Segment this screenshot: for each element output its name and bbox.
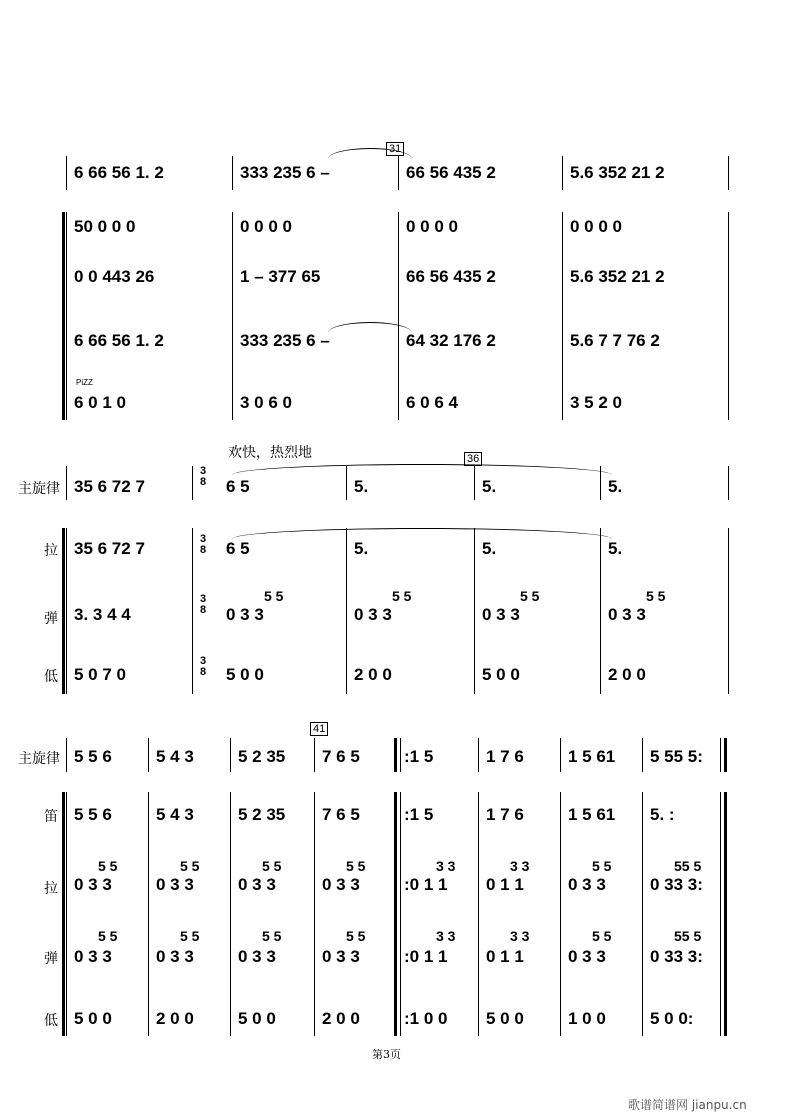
note-cell: :1 0 0 — [404, 1009, 448, 1028]
note-cell: 3 5 2 0 — [570, 393, 622, 412]
chord-upper: 5 5 — [180, 928, 200, 944]
row-label-bass: 低 — [44, 669, 58, 685]
chord-upper: 3 3 — [510, 928, 530, 944]
barline — [66, 738, 67, 772]
note-cell: 0 0 0 0 — [240, 217, 292, 236]
time-signature-bottom: 8 — [200, 544, 207, 556]
time-signature — [200, 656, 206, 678]
barline — [232, 156, 233, 190]
barline — [314, 792, 315, 1036]
tie — [232, 528, 612, 539]
barline — [148, 792, 149, 1036]
barline — [642, 738, 643, 772]
note-cell: 0 3 3 — [74, 875, 112, 894]
note-cell: 7 6 5 — [322, 805, 360, 824]
note-cell: 333 235 6 – — [240, 163, 330, 182]
rehearsal-mark: 31 — [386, 142, 404, 156]
barline — [562, 156, 563, 190]
chord-upper: 5 5 — [592, 928, 612, 944]
rehearsal-mark: 41 — [310, 722, 328, 736]
chord-upper: 5 5 — [392, 588, 412, 604]
note-cell: 0 3 3 — [354, 605, 392, 624]
barline — [642, 792, 643, 1036]
note-cell: 6 5 — [226, 539, 250, 558]
chord-upper: 5 5 — [264, 588, 284, 604]
note-cell: 3 0 6 0 — [240, 393, 292, 412]
chord-upper: 3 3 — [510, 858, 530, 874]
note-cell: :0 1 1 — [404, 947, 448, 966]
barline — [66, 156, 67, 190]
chord-upper: 5 5 — [262, 858, 282, 874]
note-cell: 1 7 6 — [486, 747, 524, 766]
note-cell: 5 2 35 — [238, 747, 286, 766]
barline — [398, 212, 399, 420]
note-cell: 5 0 0 — [486, 1009, 524, 1028]
barline — [728, 156, 729, 190]
note-cell: 0 3 3 — [238, 947, 276, 966]
note-cell: :1 5 — [404, 805, 434, 824]
note-cell: 7 6 5 — [322, 747, 360, 766]
note-cell: 35 6 72 7 — [74, 539, 145, 558]
note-cell: 0 3 3 — [74, 947, 112, 966]
chord-upper: 5 5 — [262, 928, 282, 944]
barline — [230, 792, 231, 1036]
barline — [600, 528, 601, 694]
note-cell: 0 3 3 — [156, 875, 194, 894]
note-cell: 6 0 6 4 — [406, 393, 458, 412]
chord-upper: 5 5 — [180, 858, 200, 874]
barline — [728, 212, 729, 420]
note-cell: 0 33 3: — [650, 947, 703, 966]
note-cell: 5. — [608, 477, 623, 496]
row-label-bass: 低 — [44, 1013, 58, 1029]
time-signature-bottom: 8 — [200, 476, 207, 488]
chord-upper: 5 5 — [98, 928, 118, 944]
barline — [398, 156, 399, 190]
pizz-marking: PiZZ — [76, 378, 93, 387]
chord-upper: 3 3 — [436, 858, 456, 874]
barline — [728, 466, 729, 500]
note-cell: 0 3 3 — [482, 605, 520, 624]
note-cell: 2 0 0 — [156, 1009, 194, 1028]
chord-upper: 55 5 — [674, 858, 702, 874]
note-cell: 3. 3 4 4 — [74, 605, 131, 624]
system-2 — [0, 440, 790, 700]
note-cell: 5 5 6 — [74, 747, 112, 766]
time-signature-bottom: 8 — [200, 666, 207, 678]
chord-upper: 5 5 — [346, 858, 366, 874]
note-cell: 0 3 3 — [608, 605, 646, 624]
note-cell: 0 1 1 — [486, 875, 524, 894]
note-cell: 66 56 435 2 — [406, 163, 496, 182]
note-cell: 0 1 1 — [486, 947, 524, 966]
chord-upper: 5 5 — [592, 858, 612, 874]
note-cell: 0 3 3 — [322, 947, 360, 966]
barline — [232, 212, 233, 420]
note-cell: 1 5 61 — [568, 747, 616, 766]
row-label-plucked: 弹 — [44, 611, 58, 627]
time-signature-top: 3 — [200, 593, 207, 605]
note-cell: 5. : — [650, 805, 675, 824]
barline — [66, 792, 67, 1036]
row-label-strings: 拉 — [44, 881, 58, 897]
note-cell: 0 0 443 26 — [74, 267, 155, 286]
time-signature-top: 3 — [200, 655, 207, 667]
note-cell: 0 33 3: — [650, 875, 703, 894]
note-cell: 50 0 0 0 — [74, 217, 136, 236]
barline — [560, 792, 561, 1036]
time-signature-top: 3 — [200, 533, 207, 545]
repeat-barline — [394, 738, 397, 772]
note-cell: 5 4 3 — [156, 805, 194, 824]
note-cell: 5 2 35 — [238, 805, 286, 824]
barline — [400, 792, 401, 1036]
watermark: 歌谱简谱网 jianpu.cn — [628, 1098, 747, 1112]
barline — [192, 528, 193, 694]
note-cell: 2 0 0 — [322, 1009, 360, 1028]
tie — [328, 322, 412, 333]
note-cell: 333 235 6 – — [240, 331, 330, 350]
note-cell: 66 56 435 2 — [406, 267, 496, 286]
barline — [474, 528, 475, 694]
barline — [66, 466, 67, 500]
tie — [232, 464, 612, 475]
row-label-main-melody: 主旋律 — [18, 481, 60, 497]
rehearsal-mark: 36 — [464, 452, 482, 466]
barline — [400, 738, 401, 772]
system-3 — [0, 720, 790, 1040]
barline — [66, 212, 67, 420]
note-cell: 6 5 — [226, 477, 250, 496]
barline — [560, 738, 561, 772]
note-cell: 5 0 0 — [226, 665, 264, 684]
note-cell: 6 66 56 1. 2 — [74, 163, 164, 182]
note-cell: 5 5 6 — [74, 805, 112, 824]
page-number: 第3页 — [372, 1048, 401, 1061]
note-cell: 5 0 7 0 — [74, 665, 126, 684]
note-cell: 2 0 0 — [608, 665, 646, 684]
note-cell: 5. — [482, 539, 497, 558]
note-cell: 5. — [482, 477, 497, 496]
row-label-plucked: 弹 — [44, 951, 58, 967]
note-cell: 5 0 0 — [74, 1009, 112, 1028]
note-cell: 0 3 3 — [238, 875, 276, 894]
time-signature-bottom: 8 — [200, 604, 207, 616]
row-label-main-melody: 主旋律 — [18, 751, 60, 767]
note-cell: 5.6 352 21 2 — [570, 163, 665, 182]
note-cell: 0 3 3 — [322, 875, 360, 894]
barline — [192, 466, 193, 500]
expression-marking: 欢快，热烈地 — [228, 445, 312, 461]
barline — [314, 738, 315, 772]
note-cell: 1 – 377 65 — [240, 267, 321, 286]
note-cell: 2 0 0 — [354, 665, 392, 684]
note-cell: 0 0 0 0 — [570, 217, 622, 236]
barline — [148, 738, 149, 772]
chord-upper: 55 5 — [674, 928, 702, 944]
system-1-bracket — [62, 212, 65, 420]
chord-upper: 5 5 — [346, 928, 366, 944]
note-cell: 5 0 0 — [238, 1009, 276, 1028]
chord-upper: 5 5 — [98, 858, 118, 874]
note-cell: :0 1 1 — [404, 875, 448, 894]
row-label-strings: 拉 — [44, 543, 58, 559]
barline — [720, 792, 721, 1036]
barline — [728, 528, 729, 694]
note-cell: 5. — [354, 477, 369, 496]
barline — [346, 528, 347, 694]
time-signature — [200, 594, 206, 616]
note-cell: 35 6 72 7 — [74, 477, 145, 496]
note-cell: :1 5 — [404, 747, 434, 766]
note-cell: 64 32 176 2 — [406, 331, 496, 350]
chord-upper: 3 3 — [436, 928, 456, 944]
note-cell: 5. — [354, 539, 369, 558]
note-cell: 0 3 3 — [568, 947, 606, 966]
barline — [66, 528, 67, 694]
note-cell: 0 3 3 — [156, 947, 194, 966]
barline — [478, 738, 479, 772]
barline — [720, 738, 721, 772]
chord-upper: 5 5 — [646, 588, 666, 604]
note-cell: 5.6 352 21 2 — [570, 267, 665, 286]
note-cell: 5 0 0: — [650, 1009, 694, 1028]
time-signature — [200, 466, 206, 488]
system-1 — [0, 140, 790, 430]
system-3-bracket — [62, 792, 65, 1036]
barline — [478, 792, 479, 1036]
time-signature-top: 3 — [200, 465, 207, 477]
barline — [562, 212, 563, 420]
note-cell: 0 3 3 — [226, 605, 264, 624]
row-label-flute: 笛 — [44, 809, 58, 825]
time-signature — [200, 534, 206, 556]
note-cell: 5 4 3 — [156, 747, 194, 766]
note-cell: 1 0 0 — [568, 1009, 606, 1028]
barline — [230, 738, 231, 772]
note-cell: 5.6 7 7 76 2 — [570, 331, 660, 350]
note-cell: 5 0 0 — [482, 665, 520, 684]
chord-upper: 5 5 — [520, 588, 540, 604]
repeat-barline — [724, 792, 727, 1036]
note-cell: 5 55 5: — [650, 747, 703, 766]
repeat-barline — [394, 792, 397, 1036]
note-cell: 1 5 61 — [568, 805, 616, 824]
repeat-barline — [724, 738, 727, 772]
note-cell: 6 66 56 1. 2 — [74, 331, 164, 350]
note-cell: 1 7 6 — [486, 805, 524, 824]
system-2-bracket — [62, 528, 65, 694]
note-cell: 6 0 1 0 — [74, 393, 126, 412]
note-cell: 0 0 0 0 — [406, 217, 458, 236]
note-cell: 5. — [608, 539, 623, 558]
note-cell: 0 3 3 — [568, 875, 606, 894]
